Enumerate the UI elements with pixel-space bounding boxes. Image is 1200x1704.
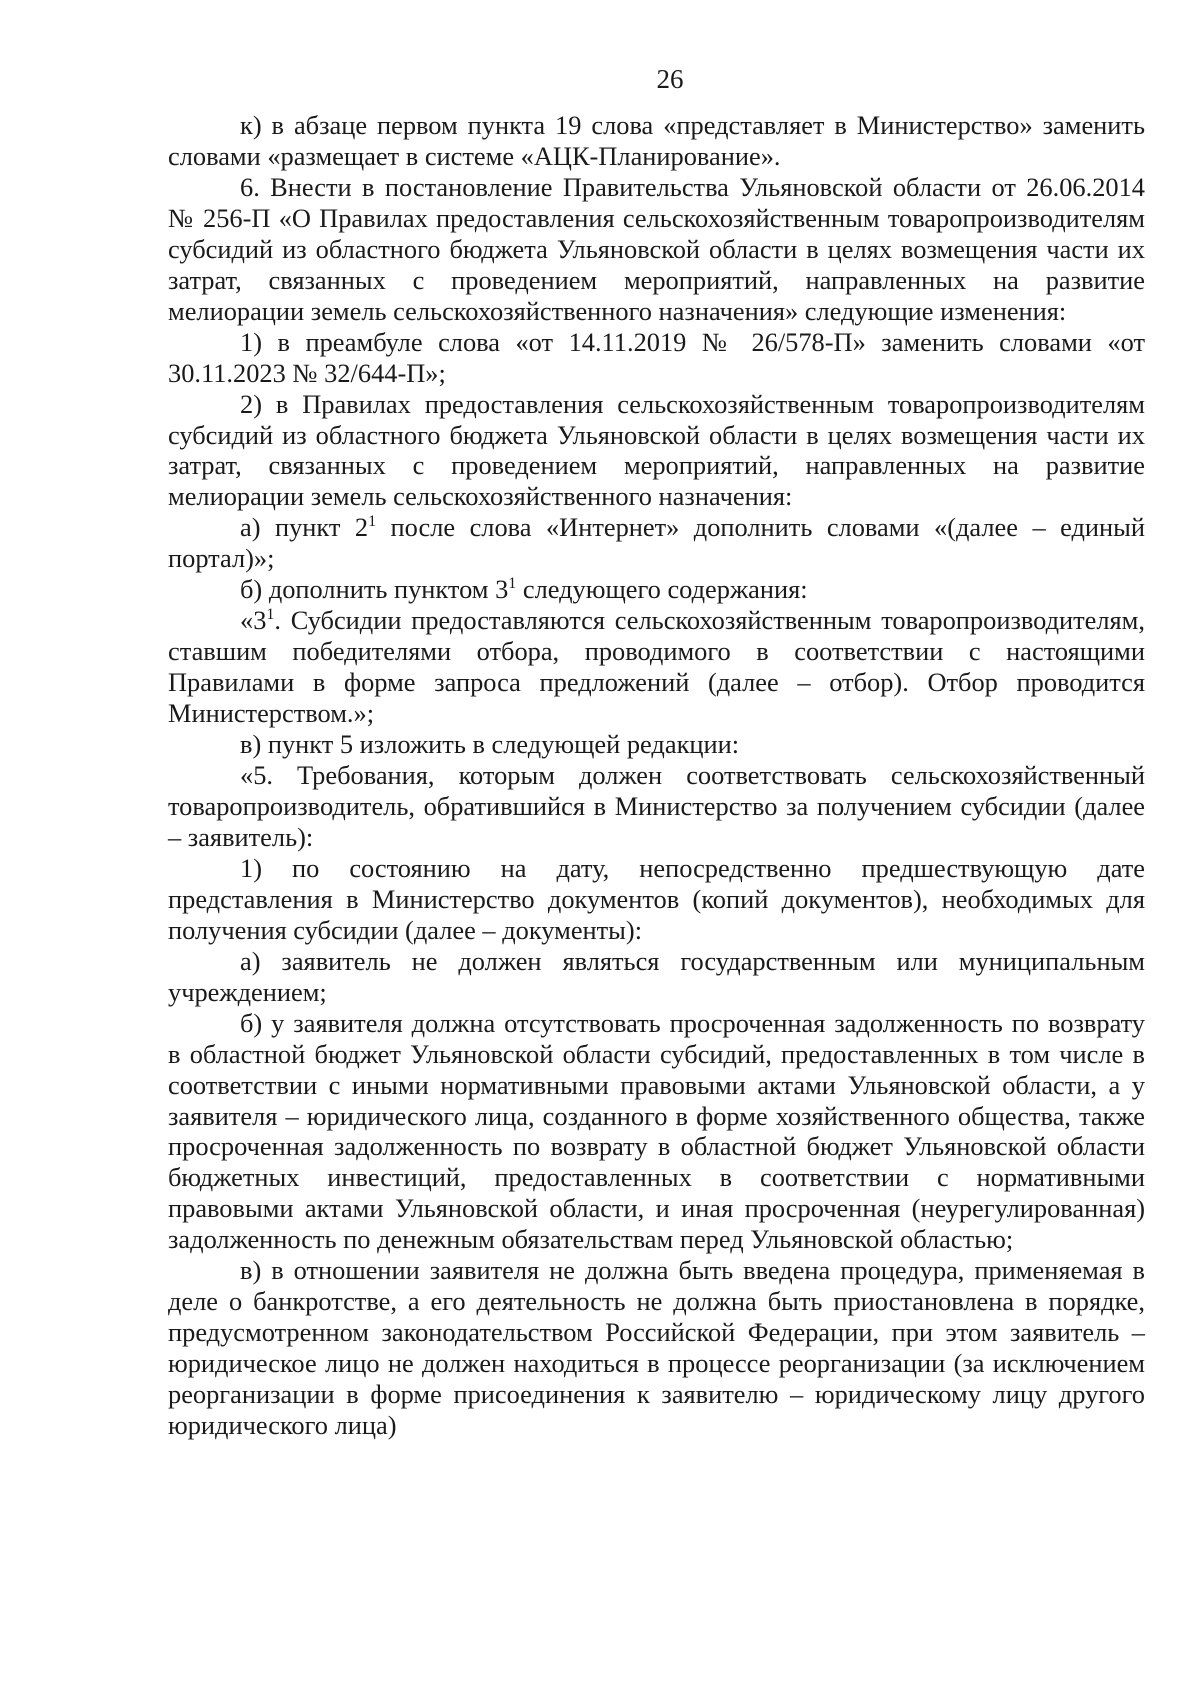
paragraph-item-6: 6. Внести в постановление Правительства Ульяновской области от 26.06.2014 № 256-П «О Правилах предоставления сельскохозяйственным товаропроизводителям субсидий из областного бюджета Ульяновской области в целях возмещения части их затрат, связанных с проведением мероприятий, направленных на развитие мелиорации земель сельскохозяйственного назначения» следующие изменения: [168, 171, 1145, 326]
paragraph-subitem-1-preamble: 1) в преамбуле слова «от 14.11.2019 № 26/578-П» заменить словами «от 30.11.2023 № 32/644-П»; [168, 326, 1145, 388]
paragraph-clause-3-1 [168, 605, 1145, 729]
superscript: 1 [508, 575, 517, 593]
text-segment: после слова «Интернет» дополнить словами «(далее – единый портал)»; [168, 512, 1145, 574]
paragraph-amendment-k: к) в абзаце первом пункта 19 слова «представляет в Министерство» заменить словами «размещает в системе «АЦК-Планирование». [168, 110, 1145, 171]
paragraph-amendment-b [168, 574, 1145, 605]
text-segment: «3 [240, 605, 267, 636]
paragraph-subitem-2-rules: 2) в Правилах предоставления сельскохозяйственным товаропроизводителям субсидий из областного бюджета Ульяновской области в целях возмещения части их затрат, связанных с проведением мероприятий, направленных на развитие мелиорации земель сельскохозяйственного назначения: [168, 388, 1145, 512]
paragraph-clause-5-1-a: а) заявитель не должен являться государственным или муниципальным учреждением; [168, 945, 1145, 1007]
paragraph-clause-5-1-b: б) у заявителя должна отсутствовать просроченная задолженность по возврату в областной бюджет Ульяновской области субсидий, предоставленных в том числе в соответствии с иными нормативными правовыми актами Ульяновской области, а у заявителя – юридического лица, созданного в форме хозяйственного общества, также просроченная задолженность по возврату в областной бюджет Ульяновской области бюджетных инвестиций, предоставленных в соответствии с нормативными правовыми актами Ульяновской области, и иная просроченная (неурегулированная) задолженность по денежным обязательствам перед Ульяновской областью; [168, 1007, 1145, 1255]
text-segment: б) дополнить пунктом 3 [240, 574, 509, 605]
paragraph-amendment-a [168, 512, 1145, 574]
paragraph-clause-5: «5. Требования, которым должен соответствовать сельскохозяйственный товаропроизводитель, обратившийся в Министерство за получением субсидии (далее – заявитель): [168, 760, 1145, 852]
superscript: 1 [266, 606, 275, 624]
paragraph-clause-5-1-v: в) в отношении заявителя не должна быть введена процедура, применяемая в деле о банкротстве, а его деятельность не должна быть приостановлена в порядке, предусмотренном законодательством Российской Федерации, при этом заявитель – юридическое лицо не должен находиться в процессе реорганизации (за исключением реорганизации в форме присоединения к заявителю – юридическому лицу другого юридического лица) [168, 1255, 1145, 1441]
paragraph-clause-5-1: 1) по состоянию на дату, непосредственно предшествующую дате представления в Министерство документов (копий документов), необходимых для получения субсидии (далее – документы): [168, 852, 1145, 945]
document-body [168, 110, 1145, 1441]
text-segment: следующего содержания: [516, 574, 808, 605]
text-segment: . Субсидии предоставляются сельскохозяйственным товаропроизводителям, ставшим победителями отбора, проводимого в соответствии с настоящими Правилами в форме запроса предложений (далее – отбор). Отбор проводится Министерством.»; [168, 605, 1145, 729]
superscript: 1 [368, 513, 377, 531]
paragraph-amendment-v: в) пункт 5 изложить в следующей редакции: [240, 729, 740, 760]
page-number: 26 [656, 64, 684, 94]
text-segment: а) пункт 2 [240, 512, 369, 543]
